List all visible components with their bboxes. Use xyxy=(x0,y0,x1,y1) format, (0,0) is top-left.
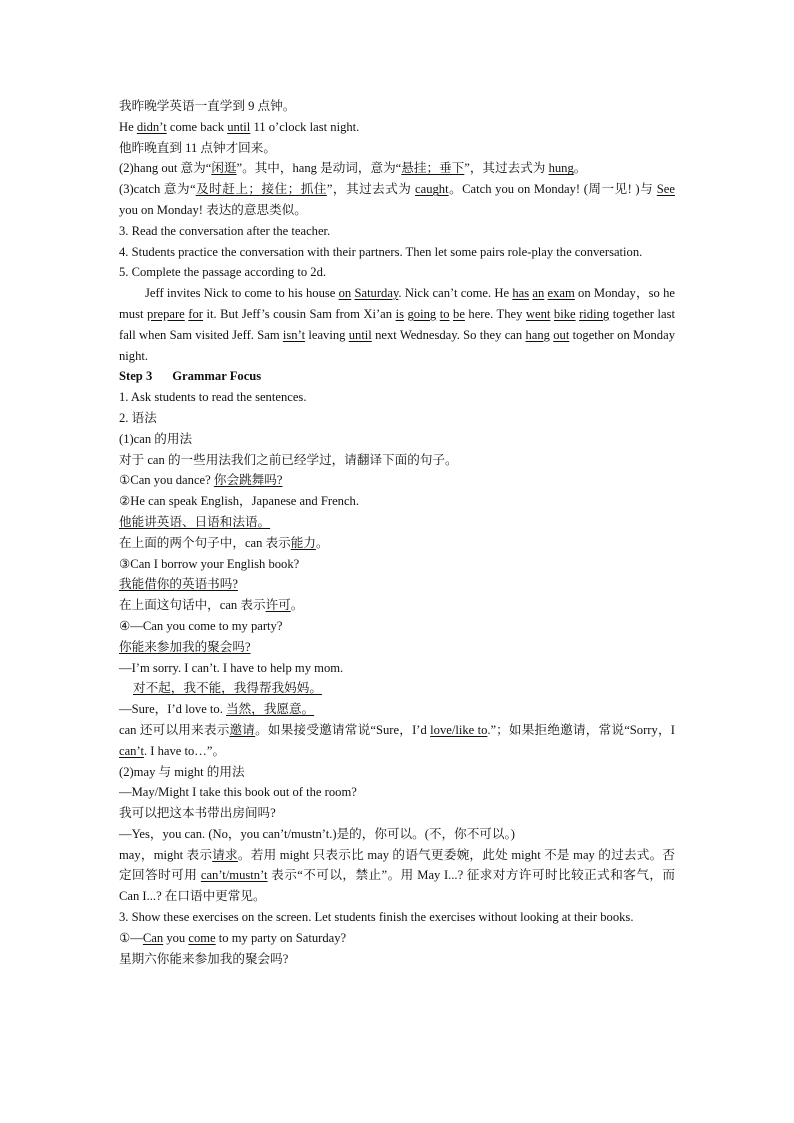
answer-blank: an xyxy=(532,286,545,301)
answer-line: 我能借你的英语书吗? xyxy=(119,577,238,592)
answer-blank: hang xyxy=(525,327,550,342)
text-line: 1. Ask students to read the sentences. xyxy=(119,390,307,405)
text-line: ③Can I borrow your English book? xyxy=(119,556,300,571)
answer-blank: 当然，我愿意。 xyxy=(226,702,315,717)
answer-blank: 闲逛 xyxy=(211,161,237,176)
text-line: 我可以把这本书带出房间吗? xyxy=(119,806,276,821)
answer-blank: is xyxy=(395,306,404,321)
answer-blank: bike xyxy=(553,306,576,321)
text-line: 在上面的两个句子中，can 表示能力。 xyxy=(119,535,329,550)
answer-blank: can’t xyxy=(119,743,144,758)
answer-blank: be xyxy=(453,306,465,321)
text-line: —I’m sorry. I can’t. I have to help my mom. xyxy=(119,660,344,675)
text-line: may，might 表示请求。若用 might 只表示比 may 的语气更委婉，此处 might 不是 may 的过去式。否定回答时可用 can’t/mustn’t 表示“不可以，禁止”。用 May I...? 征求对方许可时比较正式和客气，而 Can I...? 在口语中更常见。 xyxy=(119,847,676,904)
answer-blank: exam xyxy=(547,286,575,301)
text-line: (2)may 与 might 的用法 xyxy=(119,764,245,779)
answer-blank: prepare xyxy=(147,306,185,321)
text-line: 4. Students practice the conversation with their partners. Then let some pairs role-play the conversation. xyxy=(119,244,643,259)
text-line: —Sure，I’d love to. 当然，我愿意。 xyxy=(119,702,315,717)
answer-blank: 邀请 xyxy=(229,722,256,737)
text-line: —Yes，you can. (No，you can’t/mustn’t.)是的，你可以。(不，你不可以。) xyxy=(119,826,515,841)
answer-blank: going xyxy=(407,306,437,321)
answer-line: 他能讲英语、日语和法语。 xyxy=(119,514,271,529)
text-line: ④—Can you come to my party? xyxy=(119,618,283,633)
text-line: 他昨晚直到 11 点钟才回来。 xyxy=(119,140,276,155)
answer-blank: has xyxy=(512,286,530,301)
answer-blank: to xyxy=(439,306,450,321)
answer-blank: can’t/mustn’t xyxy=(200,868,268,883)
answer-blank: 许可 xyxy=(265,598,291,613)
text-line: (1)can 的用法 xyxy=(119,431,193,446)
text-line: 5. Complete the passage according to 2d. xyxy=(119,265,327,280)
answer-blank: 悬挂；垂下 xyxy=(401,161,465,176)
text-line: He didn’t come back until 11 o’clock last night. xyxy=(119,119,360,134)
text-line: ①Can you dance? 你会跳舞吗? xyxy=(119,473,283,488)
answer-blank: Can xyxy=(142,930,164,945)
answer-line: 对不起，我不能，我得帮我妈妈。 xyxy=(133,681,322,696)
answer-blank: until xyxy=(348,327,372,342)
section-heading: Step 3 Grammar Focus xyxy=(119,369,262,384)
answer-blank: See xyxy=(656,182,675,197)
answer-blank: for xyxy=(188,306,203,321)
text-line: 3. Show these exercises on the screen. Let students finish the exercises without looking at their books. xyxy=(119,910,634,925)
answer-blank: 请求 xyxy=(212,847,238,862)
answer-blank: riding xyxy=(579,306,610,321)
text-line: ②He can speak English，Japanese and French. xyxy=(119,494,360,509)
answer-blank: love/like to xyxy=(430,722,488,737)
answer-blank: come xyxy=(188,930,216,945)
text-line: 星期六你能来参加我的聚会吗? xyxy=(119,951,289,966)
text-line: can 还可以用来表示邀请。如果接受邀请常说“Sure，I’d love/like to.”；如果拒绝邀请，常说“Sorry，I can’t. I have to…”。 xyxy=(119,722,676,758)
text-line: 我昨晚学英语一直学到 9 点钟。 xyxy=(119,99,296,113)
answer-blank: didn’t xyxy=(136,119,167,134)
answer-blank: hung xyxy=(548,161,574,176)
answer-blank: out xyxy=(553,327,570,342)
text-line: (2)hang out 意为“闲逛”。其中，hang 是动词，意为“悬挂；垂下”，其过去式为 hung。 xyxy=(119,161,587,176)
answer-blank: went xyxy=(525,306,551,321)
answer-blank: isn’t xyxy=(282,327,306,342)
text-line: 3. Read the conversation after the teacher. xyxy=(119,223,331,238)
text-line: (3)catch 意为“及时赶上；接住；抓住”，其过去式为 caught。Catch you on Monday! (周一见! )与 See you on Monday! 表达的意思类似。 xyxy=(119,182,675,217)
answer-blank: Saturday xyxy=(354,286,399,301)
answer-blank: 能力 xyxy=(290,535,316,550)
text-line: —May/Might I take this book out of the room? xyxy=(119,785,357,800)
answer-blank: on xyxy=(338,286,352,301)
answer-blank: caught xyxy=(415,182,449,197)
passage-paragraph: Jeff invites Nick to come to his house on Saturday. Nick can’t come. He has an exam on Monday，so he must prepare for it. But Jeff’s cousin Sam from Xi’an is going to be here. They went bike riding together last fall when Sam visited Jeff. Sam isn’t leaving until next Wednesday. So they can hang out together on Monday night. xyxy=(119,286,675,363)
answer-blank: 你会跳舞吗? xyxy=(213,473,283,488)
text-line: 在上面这句话中，can 表示许可。 xyxy=(119,598,304,613)
text-line: ①—Can you come to my party on Saturday? xyxy=(119,930,347,945)
text-line: 对于 can 的一些用法我们之前已经学过，请翻译下面的句子。 xyxy=(119,452,458,467)
text-line: 2. 语法 xyxy=(119,410,157,425)
answer-blank: until xyxy=(227,119,251,134)
answer-line: 你能来参加我的聚会吗? xyxy=(119,639,251,654)
document-page xyxy=(119,96,675,969)
answer-blank: 及时赶上；接住；抓住 xyxy=(195,182,327,197)
